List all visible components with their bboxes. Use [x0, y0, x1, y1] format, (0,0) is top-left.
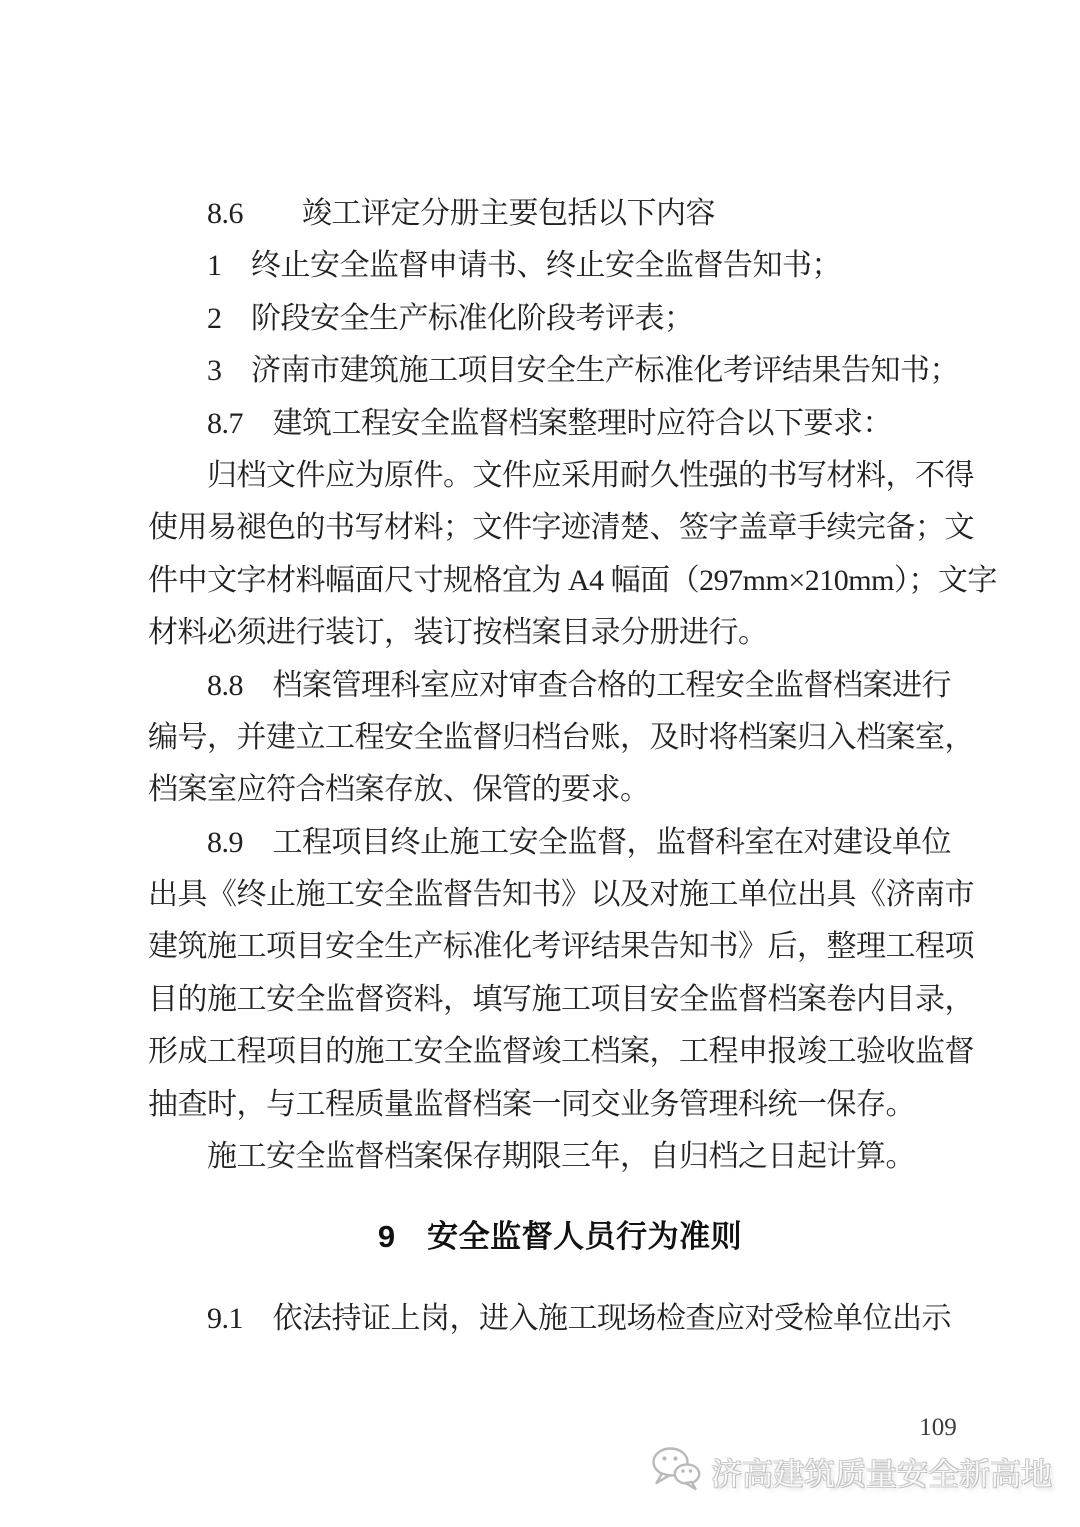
- paragraph-line: 8.8 档案管理科室应对审查合格的工程安全监督档案进行: [148, 668, 951, 702]
- paragraph-line: 目的施工安全监督资料，填写施工项目安全监督档案卷内目录，: [148, 982, 974, 1016]
- paragraph-line: 3 济南市建筑施工项目安全生产标准化考评结果告知书；: [148, 354, 959, 388]
- section-heading: 9 安全监督人员行为准则: [377, 1219, 743, 1255]
- paragraph-line: 形成工程项目的施工安全监督竣工档案，工程申报竣工验收监督: [148, 1035, 974, 1069]
- paragraph-line: 9.1 依法持证上岗，进入施工现场检查应对受检单位出示: [148, 1302, 951, 1336]
- paragraph-line: 编号，并建立工程安全监督归档台账，及时将档案归入档案室，: [148, 720, 974, 754]
- watermark: [651, 1446, 1052, 1497]
- paragraph-line: 材料必须进行装订，装订按档案目录分册进行。: [148, 616, 768, 650]
- paragraph-line: 归档文件应为原件。文件应采用耐久性强的书写材料，不得: [148, 458, 974, 492]
- wechat-icon: [651, 1446, 701, 1497]
- paragraph-line: 8.7 建筑工程安全监督档案整理时应符合以下要求：: [148, 406, 892, 440]
- paragraph-line: 件中文字材料幅面尺寸规格宜为 A4 幅面（297mm×210mm）；文字: [148, 563, 997, 597]
- paragraph-line: 8.6 竣工评定分册主要包括以下内容: [148, 197, 715, 230]
- paragraph-line: 2 阶段安全生产标准化阶段考评表；: [148, 301, 694, 335]
- paragraph-line: 使用易褪色的书写材料；文件字迹清楚、签字盖章手续完备；文: [148, 511, 974, 545]
- watermark-text: 济高建筑质量安全新高地: [711, 1457, 1052, 1492]
- paragraph-line: 出具《终止施工安全监督告知书》以及对施工单位出具《济南市: [148, 878, 974, 912]
- paragraph-line: 施工安全监督档案保存期限三年，自归档之日起计算。: [148, 1140, 915, 1174]
- document-body: [148, 188, 997, 1346]
- paragraph-line: 档案室应符合档案存放、保管的要求。: [148, 773, 650, 807]
- paragraph-line: 建筑施工项目安全生产标准化考评结果告知书》后，整理工程项: [148, 930, 974, 964]
- paragraph-line: 8.9 工程项目终止施工安全监督，监督科室在对建设单位: [148, 825, 951, 859]
- page-number: 109: [919, 1414, 957, 1441]
- paragraph-line: 1 终止安全监督申请书、终止安全监督告知书；: [148, 249, 841, 283]
- paragraph-line: 抽查时，与工程质量监督档案一同交业务管理科统一保存。: [148, 1087, 915, 1121]
